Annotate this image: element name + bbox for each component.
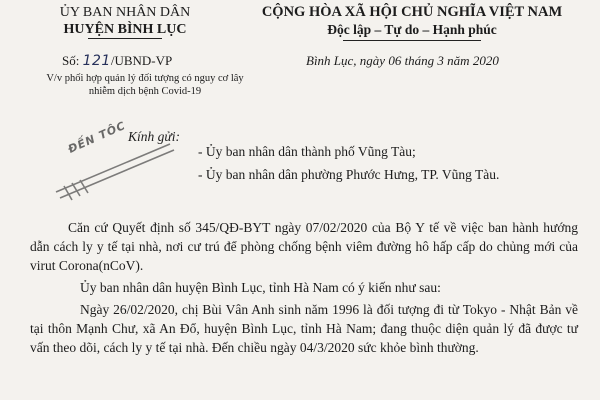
org-underline: [88, 38, 162, 39]
org-name-line1: ỦY BAN NHÂN DÂN: [59, 5, 191, 20]
document-number: [62, 53, 172, 69]
document-number-prefix: Số:: [62, 53, 80, 68]
body-paragraph-2: Ủy ban nhân dân huyện Bình Lục, tỉnh Hà Nam có ý kiến như sau:: [80, 280, 441, 295]
document-number-handwritten: 121: [82, 53, 111, 69]
document-number-suffix: /UBND-VP: [110, 53, 173, 68]
greeting: Kính gửi:: [128, 129, 180, 144]
national-motto: [252, 4, 572, 39]
recipient-2: - Ủy ban nhân dân phường Phước Hưng, TP. Vũng Tàu.: [198, 167, 500, 182]
nation-line2: Độc lập – Tự do – Hạnh phúc: [327, 22, 497, 37]
body-paragraph-3: Ngày 26/02/2020, chị Bùi Vân Anh sinh năm 1996 là đối tượng đi từ Tokyo - Nhật Bản về tại thôn Mạnh Chư, xã An Đổ, huyện Bình Lục, tỉnh Hà Nam; đang thuộc diện quản lý đã được tư vấn theo dõi, cách ly y tế tại nhà. Đến chiều ngày 04/3/2020 sức khỏe bình thường.: [30, 302, 578, 355]
org-name-line2: HUYỆN BÌNH LỤC: [63, 22, 187, 37]
document-subject: V/v phối hợp quản lý đối tượng có nguy cơ lây nhiễm dịch bệnh Covid-19: [46, 73, 244, 97]
place-date: Bình Lục, ngày 06 tháng 3 năm 2020: [306, 53, 499, 68]
nation-line1: CỘNG HÒA XÃ HỘI CHỦ NGHĨA VIỆT NAM: [261, 4, 563, 20]
issuing-organization: [40, 4, 210, 38]
motto-underline: [343, 40, 481, 41]
recipient-1: - Ủy ban nhân dân thành phố Vũng Tàu;: [198, 144, 416, 159]
stamp-text: ĐẾN TÔC: [66, 118, 128, 156]
body-paragraph-1: Căn cứ Quyết định số 345/QĐ-BYT ngày 07/02/2020 của Bộ Y tế về việc ban hành hướng dẫn cách ly y tế tại nhà, nơi cư trú để phòng chống bệnh viêm đường hô hấp cấp do chủng mới của virut Corona(nCoV).: [30, 220, 578, 273]
